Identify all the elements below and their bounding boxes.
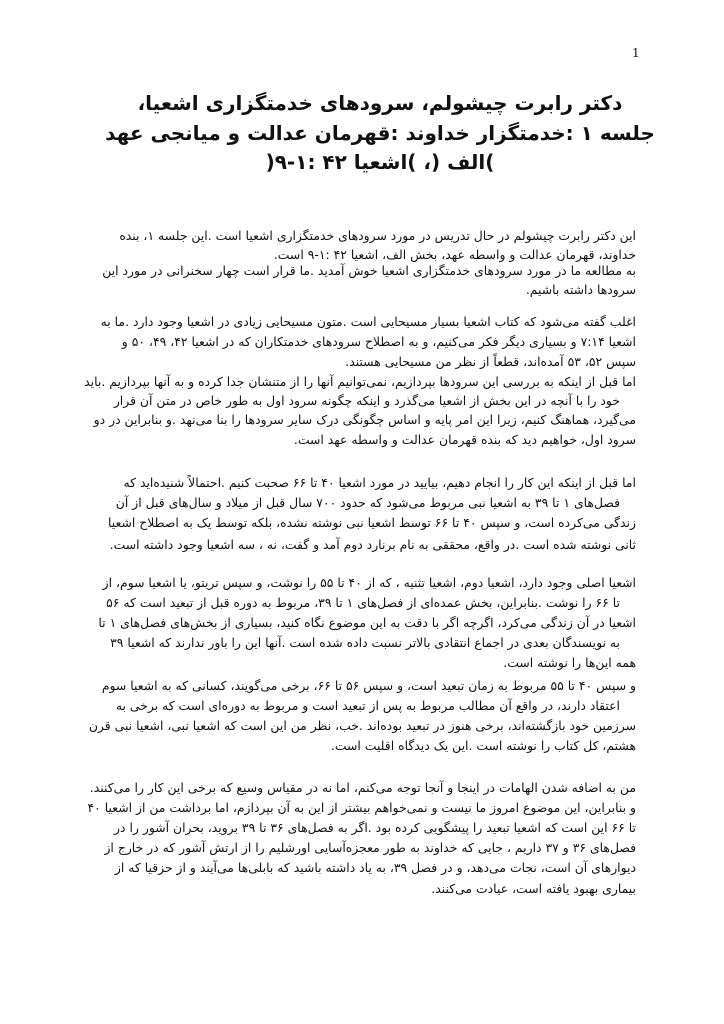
text-line: سرزمین خود بازگشته‌اند، برخی هنوز در تبعید بوده‌اند .خب، نظر من این است که اشعیا نبی، اشعیا نبی قرن [88,718,636,733]
text-line: اشعیا اصلی وجود دارد، اشعیا دوم، اشعیا تثنیه ، که از ۴۰ تا ۵۵ را نوشت، و سپس تریتو، یا اشعیا سوم، از [102,575,636,590]
title-line: )الف (، )اشعیا ۴۲ :۱-۹( [265,150,495,174]
text-line: هشتم، کل کتاب را نوشته است .این یک دیدگاه اقلیت است. [330,738,636,753]
text-line: زندگی می‌کرده است، و سپس ۴۰ تا ۶۶ توسط اشعیا نبی نوشته نشده، بلکه توسط یک به اصطلاح اشعیا [108,515,636,530]
text-line: فصل‌های ۱ تا ۳۹ به اشعیا نبی مربوط می‌شود که حدود ۷۰۰ سال قبل از میلاد و سال‌های قبل از آن [115,495,620,510]
text-line: سپس ۵۲، ۵۳ آمده‌اند، قطعاً از نظر من مسیحایی هستند. [345,354,636,369]
text-line: این دکتر رابرت چیشولم در حال تدریس در مورد سرودهای خدمتگزاری اشعیا است .این جلسه ۱، بنده [119,228,636,243]
text-line: من به اضافه شدن الهامات در اینجا و آنجا توجه می‌کنم، اما نه در مقیاس وسیع که برخی این کار را می‌کنند. [89,780,636,795]
text-line: می‌گیرد، هماهنگ کنیم، زیرا این امر پایه و اساس چگونگی درک سایر سرودها را بنا می‌نهد .و بنابراین در دو [93,412,636,427]
text-line: ثانی نوشته شده است .در واقع، محققی به نام برنارد دوم آمد و گفت، نه ، سه اشعیا وجود داشته است. [109,537,636,552]
text-line: و بنابراین، این موضوع امروز ما نیست و نمی‌خواهم بیشتر از این به آن بپردازم، اما برداشت من از اشعیا ۴۰ [87,800,636,815]
text-line: خداوند، قهرمان عدالت و واسطه عهد، بخش الف، اشعیا ۴۲ :۱-۹ است. [273,247,636,262]
text-line: اما قبل از اینکه به بررسی این سرودها بپردازیم، نمی‌توانیم آنها را از متنشان جدا کرده و به آنها بپردازیم .باید [84,374,636,389]
text-line: اعتقاد دارند، در واقع آن مطالب مربوط به پس از تبعید است و مربوط به دوره‌ای است که برخی به [115,698,620,713]
title-line: دکتر رابرت چیشولم، سرودهای خدمتگزاری اشعیا، [137,91,623,115]
text-line: فصل‌های ۳۶ و ۳۷ داریم ، جایی که خداوند به طور معجزه‌آسایی اورشلیم را از ارتش آشور که در خارج از [104,840,636,855]
text-line: به نویسندگان بعدی در اجماع انتقادی بالاتر نسبت داده شده است .آنها این را باور ندارند که اشعیا ۳۹ [110,635,620,650]
title-line: جلسه ۱ :خدمتگزار خداوند :قهرمان عدالت و میانجی عهد [105,121,655,145]
text-line: تا ۶۶ را نوشت .بنابراین، بخش عمده‌ای از فصل‌های ۱ تا ۳۹، مربوط به دوره قبل از تبعید است که ۵۶ [106,595,620,610]
text-line: به مطالعه ما در مورد سرودهای خدمتگزاری اشعیا خوش آمدید .ما قرار است چهار سخنرانی در مورد این [102,263,636,278]
text-line: اشعیا در آن زندگی می‌کرد، اگرچه اگر با دقت به این موضوع نگاه کنید، بسیاری از بخش‌های فصل‌های ۱ تا [98,615,636,630]
text-line: همه این‌ها را نوشته است. [503,655,636,670]
text-line: و سپس ۴۰ تا ۵۵ مربوط به زمان تبعید است، و سپس ۵۶ تا ۶۶، برخی می‌گویند، کسانی که به اشعیا سوم [101,678,636,693]
text-line: اما قبل از اینکه این کار را انجام دهیم، بیایید در مورد اشعیا ۴۰ تا ۶۶ صحبت کنیم .احتمالاً شنیده‌اید که [123,475,636,490]
text-line: بیماری بهبود یافته است، عیادت می‌کنند. [431,881,636,896]
text-line: تا ۶۶ این است که اشعیا تبعید را پیشگویی کرده بود .اگر به فصل‌های ۳۶ تا ۳۹ بروید، بحران آشور را در [114,820,636,835]
text-line: سرود اول، خواهیم دید که بنده قهرمان عدالت و واسطه عهد است. [293,432,636,447]
text-line: خود را با آنچه در این بخش از اشعیا می‌گذرد و اینکه چگونه سرود اول به طور خاص در متن آن قرار [113,393,620,408]
text-line: اغلب گفته می‌شود که کتاب اشعیا بسیار مسیحایی است .متون مسیحایی زیادی در اشعیا وجود دارد .ما به [100,314,636,329]
text-line: سرودها داشته باشیم. [525,282,636,297]
text-line: دیوارهای آن است، نجات می‌دهد، و در فصل ۳۹، به یاد داشته باشید که بابلی‌ها می‌آیند و از حزقیا که از [114,860,636,875]
text-line: اشعیا ۷:۱۴ و بسیاری دیگر فکر می‌کنیم، و به اصطلاح سرودهای خدمتکاران که در اشعیا ۴۲، ۴۹، ۵۰ و [121,334,636,349]
page-number: 1 [632,46,640,60]
